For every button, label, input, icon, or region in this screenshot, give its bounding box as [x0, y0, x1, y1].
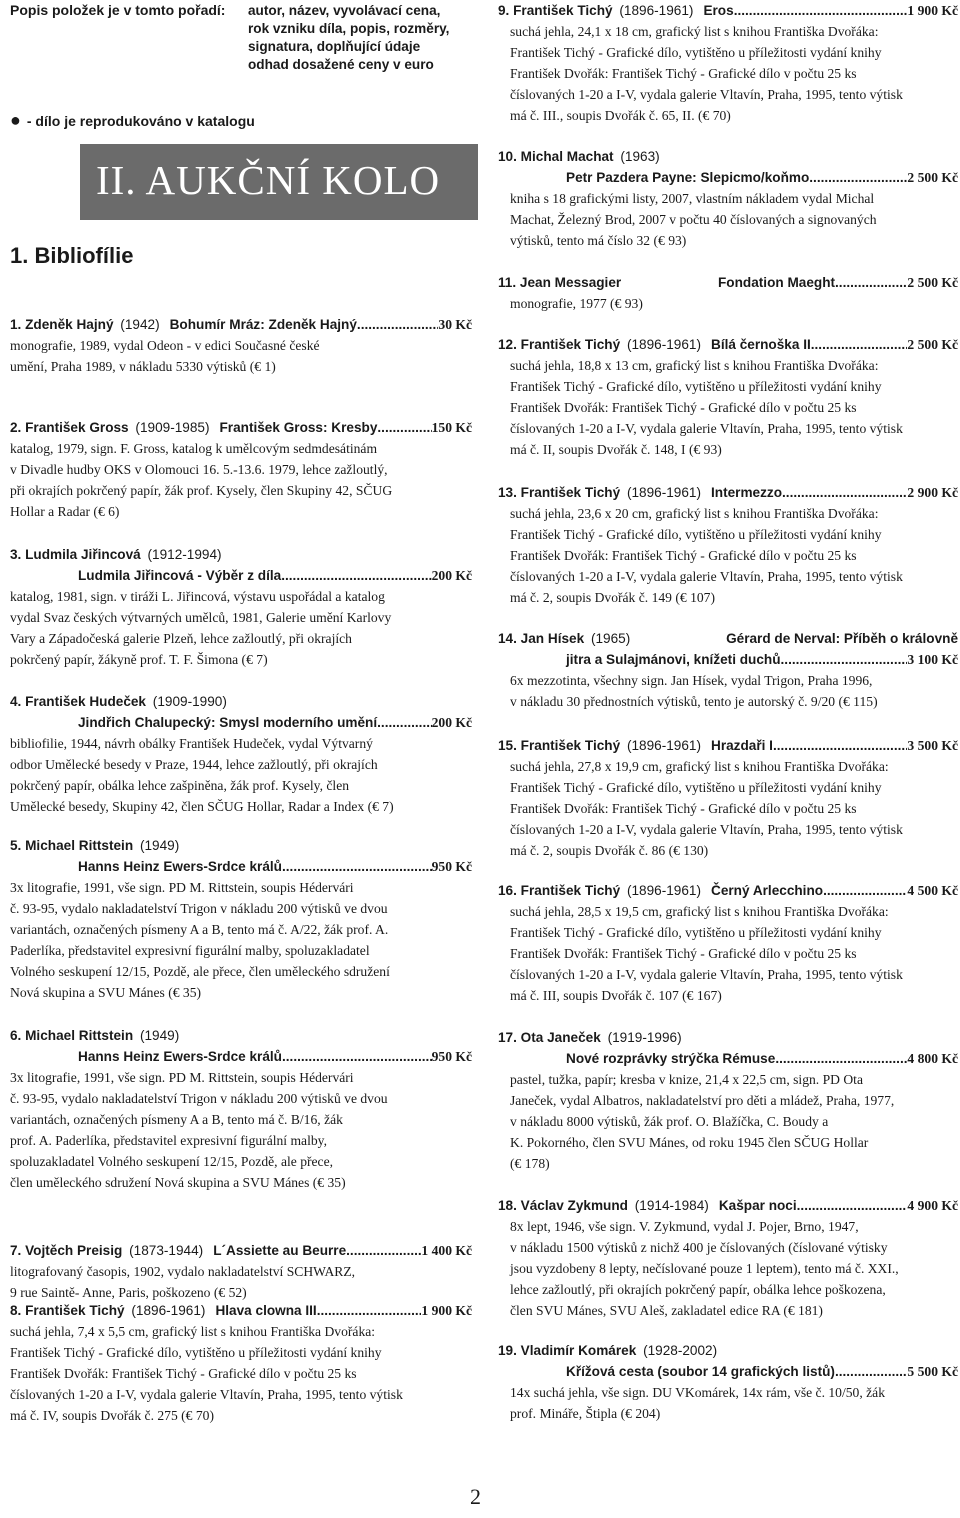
item-price: 2 500 Kč — [907, 337, 958, 352]
item-years: (1965) — [590, 631, 631, 646]
item-title-line — [498, 649, 958, 670]
item-title: Hanns Heinz Ewers-Srdce králů — [78, 859, 282, 874]
item-description-line: litografovaný časopis, 1902, vydalo nakladatelství SCHWARZ, — [10, 1264, 356, 1279]
item-description-line: pokrčený papír, žákyně prof. T. F. Šimona (€ 7) — [10, 652, 268, 667]
item-title: František Gross: Kresby — [219, 420, 378, 435]
item-author: 11. Jean Messagier — [498, 275, 622, 290]
item-author: 7. Vojtěch Preisig — [10, 1243, 123, 1258]
item-years: (1949) — [139, 838, 180, 853]
item-price: 2 900 Kč — [907, 485, 958, 500]
item-price: 950 Kč — [431, 1049, 472, 1064]
item-years: (1919-1996) — [607, 1030, 682, 1045]
dot-leader — [282, 856, 432, 877]
catalog-item — [498, 735, 958, 861]
item-years: (1896-1961) — [626, 337, 702, 352]
legend — [10, 110, 255, 131]
item-heading-line — [10, 691, 472, 712]
item-description-line: suchá jehla, 28,5 x 19,5 cm, grafický list s knihou Františka Dvořáka: — [510, 904, 889, 919]
item-description-line: František Tichý - Grafické dílo, vytištěno u příležitosti vydání knihy — [510, 925, 882, 940]
item-description-line: jsou vyzdobeny 8 lepty, nečíslované pouze 1 leptem), tento má č. XXI., — [510, 1261, 899, 1276]
item-price: 1 900 Kč — [907, 3, 958, 18]
item-description-line: suchá jehla, 24,1 x 18 cm, grafický list s knihou Františka Dvořáka: — [510, 24, 879, 39]
catalog-item — [498, 1027, 958, 1174]
item-price: 150 Kč — [431, 420, 472, 435]
list-order-fields — [248, 2, 472, 74]
item-description-line: člen SVU Mánes, SVU Aleš, zakladatel edice RA (€ 181) — [510, 1303, 823, 1318]
catalog-item — [10, 1025, 472, 1193]
item-heading-line — [498, 1027, 958, 1048]
item-description-line: Janeček, vydal Albatros, nakladatelství pro děti a mládež, Praha, 1977, — [510, 1093, 895, 1108]
item-price: 200 Kč — [431, 568, 472, 583]
item-title-cont: jitra a Sulajmánovi, knížeti duchů — [566, 652, 781, 667]
item-price: 4 800 Kč — [907, 1051, 958, 1066]
catalog-item — [10, 544, 472, 670]
item-description-line: katalog, 1981, sign. v tiráži L. Jiřincová, výstavu uspořádal a katalog — [10, 589, 385, 604]
item-title: Bohumír Mráz: Zdeněk Hajný — [169, 317, 357, 332]
item-description-line: v nákladu 30 přednostních výtisků, tento je autorský č. 9/20 (€ 115) — [510, 694, 878, 709]
item-title-line — [498, 167, 958, 188]
item-author-block — [10, 314, 160, 335]
item-years: (1873-1944) — [129, 1243, 204, 1258]
item-years: (1896-1961) — [619, 3, 694, 18]
item-years: (1896-1961) — [626, 883, 702, 898]
item-years: (1928-2002) — [643, 1343, 718, 1358]
catalog-item — [498, 880, 958, 1006]
dot-leader — [346, 1240, 421, 1261]
item-title: Černý Arlecchino — [711, 883, 824, 898]
item-price: 30 Kč — [438, 317, 472, 332]
section-heading: 1. Bibliofílie — [10, 243, 134, 268]
item-author: 6. Michael Rittstein — [10, 1028, 134, 1043]
item-author: 18. Václav Zykmund — [498, 1198, 628, 1213]
catalog-item — [10, 1300, 472, 1426]
item-description-line: František Tichý - Grafické dílo, vytištěno u příležitosti vydání knihy — [510, 45, 882, 60]
item-heading-line — [10, 314, 472, 335]
item-author: 8. František Tichý — [10, 1303, 125, 1318]
item-title: Hlava clowna III. — [215, 1303, 321, 1318]
dot-leader — [357, 314, 438, 335]
item-price: 950 Kč — [431, 859, 472, 874]
item-description-line: (€ 178) — [510, 1156, 550, 1171]
item-description-line: 14x suchá jehla, vše sign. DU VKomárek, 14x rám, vše č. 10/50, žák — [510, 1385, 886, 1400]
item-description-line: Vary a Západočeská galerie Plzeň, lehce zažloutlý, při okrajích — [10, 631, 352, 646]
item-author-block — [498, 1195, 709, 1216]
item-title: Jindřich Chalupecký: Smysl moderního umění — [78, 715, 378, 730]
item-price: 3 500 Kč — [907, 738, 958, 753]
item-description-line: při okrajích pokrčený papír, žák prof. Kysely, člen Skupiny 42, SČUG — [10, 483, 393, 498]
item-title: Intermezzo — [711, 485, 783, 500]
catalog-item — [498, 1340, 958, 1424]
catalog-item — [10, 314, 472, 377]
item-years: (1914-1984) — [634, 1198, 709, 1213]
item-heading-line — [10, 417, 472, 438]
item-author: 4. František Hudeček — [10, 694, 146, 709]
catalog-header — [10, 0, 472, 135]
item-years: (1896-1961) — [131, 1303, 206, 1318]
item-description-line: číslovaných 1-20 a I-V, vydala galerie Vltavín, Praha, 1995, tento výtisk — [510, 87, 903, 102]
item-description-line: František Tichý - Grafické dílo, vytištěno u příležitosti vydání knihy — [10, 1345, 382, 1360]
item-title-line — [498, 1048, 958, 1069]
item-author: 13. František Tichý — [498, 485, 621, 500]
item-heading-line — [10, 835, 472, 856]
item-description-line: František Dvořák: František Tichý - Grafické dílo v počtu 25 ks — [510, 548, 857, 563]
item-price: 5 500 Kč — [907, 1364, 958, 1379]
item-description-line: K. Pokorného, člen SVU Mánes, od roku 1945 člen SČUG Hollar — [510, 1135, 869, 1150]
item-description-line: katalog, 1979, sign. F. Gross, katalog k umělcovým sedmdesátinám — [10, 441, 378, 456]
item-price: 4 500 Kč — [907, 883, 958, 898]
item-years: (1949) — [139, 1028, 180, 1043]
banner-title: II. AUKČNÍ KOLO — [96, 157, 441, 203]
item-description-line: 3x litografie, 1991, vše sign. PD M. Rittstein, soupis Hédervári — [10, 1070, 354, 1085]
item-description-line: monografie, 1989, vydal Odeon - v edici Současné české — [10, 338, 320, 353]
item-title-line — [10, 856, 472, 877]
item-title: Bílá černoška II. — [711, 337, 815, 352]
item-description-line: má č. 2, soupis Dvořák č. 149 (€ 107) — [510, 590, 716, 605]
order-line: autor, název, vyvolávací cena, — [248, 3, 441, 18]
dot-leader — [781, 649, 908, 670]
catalog-item — [498, 334, 958, 460]
item-heading-line — [10, 544, 472, 565]
catalog-item — [10, 835, 472, 1003]
item-description-line: číslovaných 1-20 a I-V, vydala galerie Vltavín, Praha, 1995, tento výtisk — [510, 967, 903, 982]
item-author-block — [10, 1240, 203, 1261]
item-description-line: František Dvořák: František Tichý - Grafické dílo v počtu 25 ks — [510, 801, 857, 816]
item-description-line: František Tichý - Grafické dílo, vytištěno u příležitosti vydání knihy — [510, 527, 882, 542]
item-description-line: výtisků, tento má číslo 32 (€ 93) — [510, 233, 687, 248]
item-description-line: František Dvořák: František Tichý - Grafické dílo v počtu 25 ks — [510, 400, 857, 415]
catalog-item — [498, 272, 958, 314]
item-years: (1912-1994) — [147, 547, 222, 562]
dot-leader — [815, 334, 908, 355]
item-author: 17. Ota Janeček — [498, 1030, 601, 1045]
item-author: 14. Jan Hísek — [498, 631, 585, 646]
item-description-line: spoluzakladatel Volného seskupení 12/15, Pozdě, ale přece, — [10, 1154, 334, 1169]
item-description-line: umění, Praha 1989, v nákladu 5330 výtisků (€ 1) — [10, 359, 276, 374]
dot-leader — [320, 1300, 421, 1321]
item-title-line — [10, 1046, 472, 1067]
dot-leader — [835, 1361, 907, 1382]
item-price: 3 100 Kč — [907, 652, 958, 667]
catalog-item — [498, 1195, 958, 1321]
dot-leader — [377, 417, 431, 438]
item-description-line: suchá jehla, 23,6 x 20 cm, grafický list s knihou Františka Dvořáka: — [510, 506, 879, 521]
item-heading-line — [498, 735, 958, 756]
item-heading-line — [498, 0, 958, 21]
item-description-line: Machat, Železný Brod, 2007 v počtu 40 číslovaných a signovaných — [510, 212, 877, 227]
dot-leader — [823, 880, 907, 901]
item-author: 5. Michael Rittstein — [10, 838, 134, 853]
item-author-block — [498, 482, 701, 503]
item-description-line: Umělecké besedy, Skupiny 42, člen SČUG Hollar, Radar a Index (€ 7) — [10, 799, 394, 814]
item-price: 4 900 Kč — [907, 1198, 958, 1213]
item-description-line: 6x mezzotinta, všechny sign. Jan Hísek, vydal Trigon, Praha 1996, — [510, 673, 873, 688]
item-description-line: má č. III, soupis Dvořák č. 107 (€ 167) — [510, 988, 722, 1003]
item-description-line: č. 93-95, vydalo nakladatelství Trigon v nákladu 200 výtisků ve dvou — [10, 901, 388, 916]
item-description-line: člen uměleckého sdružení Nová skupina a SVU Mánes (€ 35) — [10, 1175, 346, 1190]
item-description-line: bibliofilie, 1944, návrh obálky František Hudeček, vydal Výtvarný — [10, 736, 373, 751]
bullet-icon: ● — [10, 110, 21, 130]
list-order-title: Popis položek je v tomto pořadí: — [10, 2, 226, 18]
left-column — [10, 0, 472, 1423]
item-author: 2. František Gross — [10, 420, 129, 435]
auction-round-banner — [80, 144, 478, 220]
item-title-line — [10, 565, 472, 586]
item-description-line: má č. II, soupis Dvořák č. 148, I (€ 93) — [510, 442, 722, 457]
order-line: signatura, doplňující údaje — [248, 39, 421, 54]
item-description-line: Nová skupina a SVU Mánes (€ 35) — [10, 985, 202, 1000]
item-price: 200 Kč — [431, 715, 472, 730]
item-author-block — [498, 0, 693, 21]
item-years: (1896-1961) — [626, 485, 702, 500]
item-title: Kašpar noci — [718, 1198, 797, 1213]
dot-leader — [782, 482, 907, 503]
item-title: L´Assiette au Beurre — [213, 1243, 347, 1258]
item-description-line: František Tichý - Grafické dílo, vytištěno u příležitosti vydání knihy — [510, 379, 882, 394]
item-heading-line — [498, 334, 958, 355]
item-years: (1963) — [620, 149, 660, 164]
item-author: 3. Ludmila Jiřincová — [10, 547, 141, 562]
item-author-block — [10, 1300, 205, 1321]
item-description-line: Volného seskupení 12/15, Pozdě, ale přece, člen uměleckého sdružení — [10, 964, 390, 979]
item-title-line — [10, 712, 472, 733]
item-title: Eros — [703, 3, 734, 18]
item-heading-line — [10, 1300, 472, 1321]
catalog-item — [498, 628, 958, 712]
item-price: 2 500 Kč — [907, 275, 958, 290]
page-number: 2 — [470, 1484, 481, 1509]
item-description-line: suchá jehla, 7,4 x 5,5 cm, grafický list s knihou Františka Dvořáka: — [10, 1324, 376, 1339]
item-description-line: lehce zažloutlý, při okrajích pokrčený papír, obálka lehce poškozena, — [510, 1282, 886, 1297]
item-heading-line — [498, 482, 958, 503]
item-author-block — [10, 417, 209, 438]
item-heading-line — [10, 1240, 472, 1261]
item-description-line: František Dvořák: František Tichý - Grafické dílo v počtu 25 ks — [510, 66, 857, 81]
dot-leader — [281, 565, 431, 586]
item-title: Fondation Maeght — [717, 275, 836, 290]
item-description-line: v Divadle hudby OKS v Olomouci 16. 5.-13.6. 1979, lehce zažloutlý, — [10, 462, 388, 477]
item-author: 15. František Tichý — [498, 738, 621, 753]
dot-leader — [835, 272, 907, 293]
legend-text: - dílo je reprodukováno v katalogu — [26, 113, 255, 129]
item-description-line: František Tichý - Grafické dílo, vytištěno u příležitosti vydání knihy — [510, 780, 882, 795]
item-author-block — [498, 334, 701, 355]
item-description-line: má č. III., soupis Dvořák č. 65, II. (€ 70) — [510, 108, 731, 123]
item-description-line: v nákladu 1500 výtisků z nichž 400 je číslovaných (číslované výtisky — [510, 1240, 888, 1255]
item-author: 16. František Tichý — [498, 883, 621, 898]
item-title: Petr Pazdera Payne: Slepicmo/koňmo — [566, 170, 810, 185]
item-heading-line — [498, 146, 958, 167]
item-author-block — [498, 272, 628, 293]
item-description-line: monografie, 1977 (€ 93) — [510, 296, 643, 311]
item-price: 2 500 Kč — [907, 170, 958, 185]
item-description-line: číslovaných 1-20 a I-V, vydala galerie Vltavín, Praha, 1995, tento výtisk — [510, 822, 903, 837]
dot-leader — [377, 712, 431, 733]
item-description-line: Paderlíka, představitel expresivní figurální malby, spoluzakladatel — [10, 943, 370, 958]
catalog-item — [10, 417, 472, 522]
item-title: Ludmila Jiřincová - Výběr z díla — [78, 568, 282, 583]
item-description-line: 8x lept, 1946, vše sign. V. Zykmund, vydal J. Pojer, Brno, 1947, — [510, 1219, 859, 1234]
item-description-line: kniha s 18 grafickými listy, 2007, vlastním nákladem vydal Michal — [510, 191, 875, 206]
item-description-line: v nákladu 8000 výtisků, žák prof. O. Blažíčka, C. Boudy a — [510, 1114, 829, 1129]
item-description-line: odbor Umělecké besedy v Praze, 1944, lehce zažloutlý, při okrajích — [10, 757, 378, 772]
item-title-line — [498, 1361, 958, 1382]
dot-leader — [775, 1048, 907, 1069]
dot-leader — [777, 735, 908, 756]
item-author-block — [498, 880, 701, 901]
item-description-line: číslovaných 1-20 a I-V, vydala galerie Vltavín, Praha, 1995, tento výtisk — [10, 1387, 403, 1402]
item-author-block — [498, 735, 701, 756]
dot-leader — [282, 1046, 432, 1067]
item-heading-line — [498, 272, 958, 293]
item-description-line: variantách, označených písmeny A a B, tento má č. A/22, žák prof. A. — [10, 922, 389, 937]
item-years: (1942) — [120, 317, 160, 332]
item-description-line: suchá jehla, 27,8 x 19,9 cm, grafický list s knihou Františka Dvořáka: — [510, 759, 889, 774]
item-price: 1 400 Kč — [421, 1243, 472, 1258]
item-heading-line — [10, 1025, 472, 1046]
dot-leader — [734, 0, 908, 21]
item-title: Hanns Heinz Ewers-Srdce králů — [78, 1049, 282, 1064]
item-title: Křížová cesta (soubor 14 grafických listů) — [566, 1364, 835, 1379]
catalog-item — [498, 0, 958, 126]
item-description-line: má č. IV, soupis Dvořák č. 275 (€ 70) — [10, 1408, 214, 1423]
item-description-line: František Dvořák: František Tichý - Grafické dílo v počtu 25 ks — [10, 1366, 357, 1381]
item-author: 10. Michal Machat — [498, 149, 614, 164]
item-description-line: číslovaných 1-20 a I-V, vydala galerie Vltavín, Praha, 1995, tento výtisk — [510, 569, 903, 584]
dot-leader — [809, 167, 907, 188]
catalog-item — [498, 146, 958, 251]
item-heading-line — [498, 880, 958, 901]
item-description-line: 3x litografie, 1991, vše sign. PD M. Rittstein, soupis Hédervári — [10, 880, 354, 895]
item-author: 1. Zdeněk Hajný — [10, 317, 114, 332]
item-description-line: číslovaných 1-20 a I-V, vydala galerie Vltavín, Praha, 1995, tento výtisk — [510, 421, 903, 436]
item-years: (1909-1985) — [135, 420, 210, 435]
item-description-line: pastel, tužka, papír; kresba v knize, 21,4 x 22,5 cm, sign. PD Ota — [510, 1072, 863, 1087]
item-description-line: pokrčený papír, obálka lehce zašpiněna, žák prof. Kysely, člen — [10, 778, 350, 793]
item-heading-line — [498, 1195, 958, 1216]
item-description-line: variantách, označených písmeny A a B, tento má č. B/16, žák — [10, 1112, 343, 1127]
catalog-item — [10, 1240, 472, 1303]
item-author: 9. František Tichý — [498, 3, 613, 18]
item-description-line: František Dvořák: František Tichý - Grafické dílo v počtu 25 ks — [510, 946, 857, 961]
item-description-line: vydal Svaz českých výtvarných umělců, 1981, Galerie umění Karlovy — [10, 610, 392, 625]
item-description-line: suchá jehla, 18,8 x 13 cm, grafický list s knihou Františka Dvořáka: — [510, 358, 879, 373]
item-author: 19. Vladimír Komárek — [498, 1343, 637, 1358]
item-description-line: 9 rue Saintě- Anne, Paris, poškozeno (€ 52) — [10, 1285, 247, 1300]
order-line: rok vzniku díla, popis, rozměry, — [248, 21, 450, 36]
item-description-line: Hollar a Radar (€ 6) — [10, 504, 120, 519]
item-description-line: má č. 2, soupis Dvořák č. 86 (€ 130) — [510, 843, 709, 858]
item-title: Hrazdaři I. — [711, 738, 777, 753]
item-author: 12. František Tichý — [498, 337, 621, 352]
dot-leader — [797, 1195, 908, 1216]
item-heading-line — [498, 628, 958, 649]
item-heading-line — [498, 1340, 958, 1361]
item-years: (1909-1990) — [152, 694, 227, 709]
order-line: odhad dosažené ceny v euro — [248, 57, 434, 72]
item-title: Gérard de Nerval: Příběh o královně — [726, 631, 958, 646]
item-description-line: č. 93-95, vydalo nakladatelství Trigon v nákladu 200 výtisků ve dvou — [10, 1091, 388, 1106]
item-description-line: prof. Mináře, Štipla (€ 204) — [510, 1406, 661, 1421]
catalog-item — [498, 482, 958, 608]
item-description-line: prof. A. Paderlíka, představitel expresivní figurální malby, — [10, 1133, 327, 1148]
item-years: (1896-1961) — [626, 738, 702, 753]
catalog-item — [10, 691, 472, 817]
item-title: Nové rozprávky strýčka Rémuse — [566, 1051, 776, 1066]
item-price: 1 900 Kč — [421, 1303, 472, 1318]
